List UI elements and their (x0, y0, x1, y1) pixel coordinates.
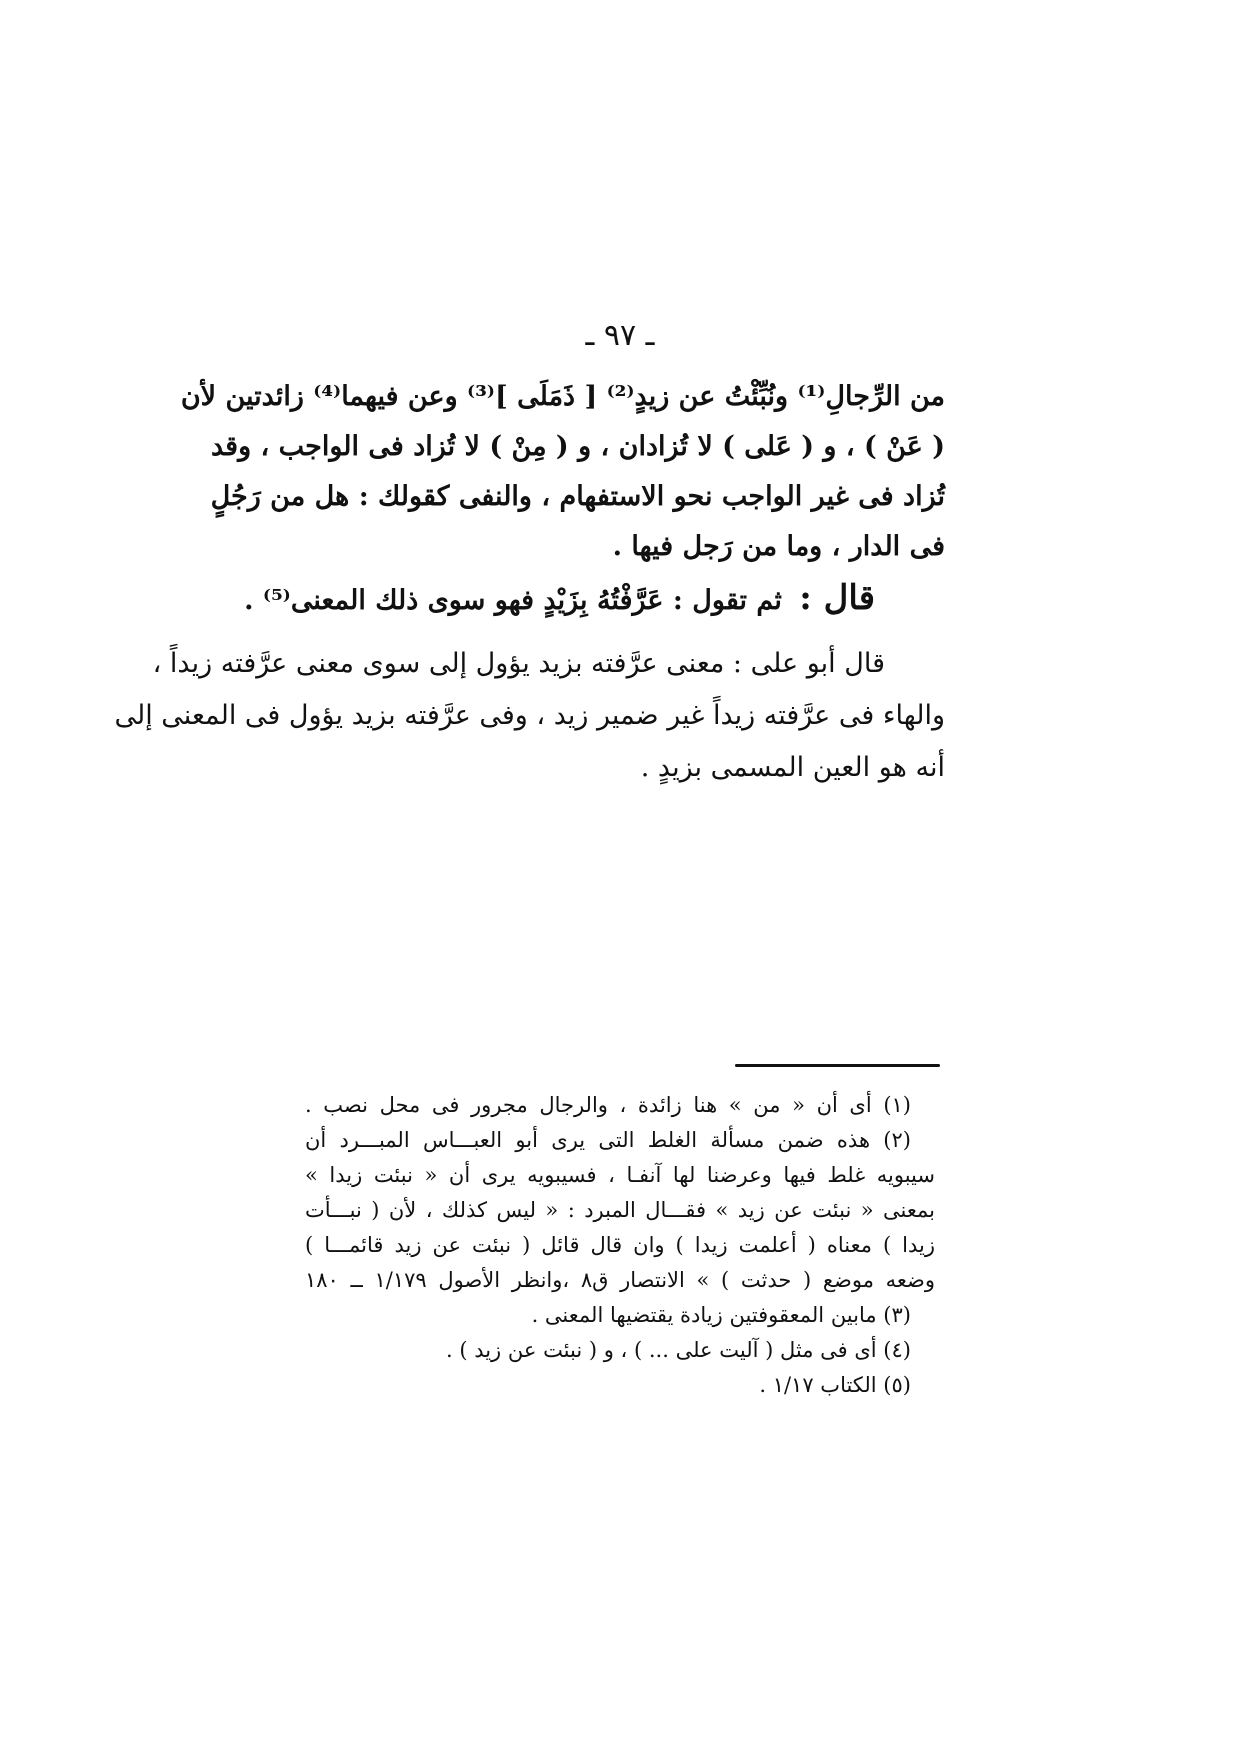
footnote-continuation: زيدا ) معناه ( أعلمت زيدا ) وان قال قائل ( نبئت عن زيد قائمـــا ) (305, 1233, 935, 1257)
text-line: والهاء فى عرَّفته زيداً غير ضمير زيد ، وفى عرَّفته بزيد يؤول فى المعنى إلى (114, 700, 945, 731)
quote-line (244, 572, 945, 624)
footnote-continuation: سيبويه غلط فيها وعرضنا لها آنفـا ، فسيبويه يرى أن « نبئت زيدا » (305, 1163, 935, 1187)
footnote: (٥) الكتاب ١/١٧ . (759, 1373, 911, 1397)
page-number: ـ ٩٧ ـ (585, 318, 655, 353)
text-line: من الرِّجالِ⁽¹⁾ ونُبِّئْتُ عن زيدٍ⁽²⁾ [ ذَمَلَى ]⁽³⁾ وعن فيهما⁽⁴⁾ زائدتين لأن (180, 381, 945, 412)
text-line: فى الدار ، وما من رَجل فيها . (612, 531, 945, 562)
footnote: (٣) مابين المعقوفتين زيادة يقتضيها المعنى . (531, 1303, 911, 1327)
footnotes (305, 1088, 935, 1403)
quote-label: قال : (799, 578, 875, 618)
text-line: تُزاد فى غير الواجب نحو الاستفهام ، والنفى كقولك : هل من رَجُلٍ (210, 481, 945, 512)
footnote-continuation: بمعنى « نبئت عن زيد » فقـــال المبرد : « ليس كذلك ، لأن ( نبـــأت (305, 1198, 935, 1222)
footnote-continuation: وضعه موضع ( حدثت ) » الانتصار ق٨ ،وانظر الأصول ١/١٧٩ ــ ١٨٠ (305, 1268, 936, 1292)
footnote: (٤) أى فى مثل ( آليت على ... ) ، و ( نبئت عن زيد ) . (445, 1338, 911, 1362)
footnote: (٢) هذه ضمن مسألة الغلط التى يرى أبو العبـــاس المبـــرد أن (305, 1128, 911, 1152)
text-line: أنه هو العين المسمى بزيدٍ . (640, 752, 945, 783)
footnote: (١) أى أن « من » هنا زائدة ، والرجال مجرور فى محل نصب . (305, 1093, 911, 1117)
main-text (114, 372, 945, 794)
quote-text: ثم تقول : عَرَّفْتُهُ بِزَيْدٍ فهو سوى ذلك المعنى⁽⁵⁾ . (244, 585, 782, 616)
footnote-divider (735, 1064, 940, 1067)
text-line: قال أبو على : معنى عرَّفته بزيد يؤول إلى سوى معنى عرَّفته زيداً ، (152, 648, 885, 679)
commentary-paragraph (114, 638, 945, 794)
text-line: ( عَنْ ) ، و ( عَلى ) لا تُزادان ، و ( مِنْ ) لا تُزاد فى الواجب ، وقد (210, 431, 945, 462)
